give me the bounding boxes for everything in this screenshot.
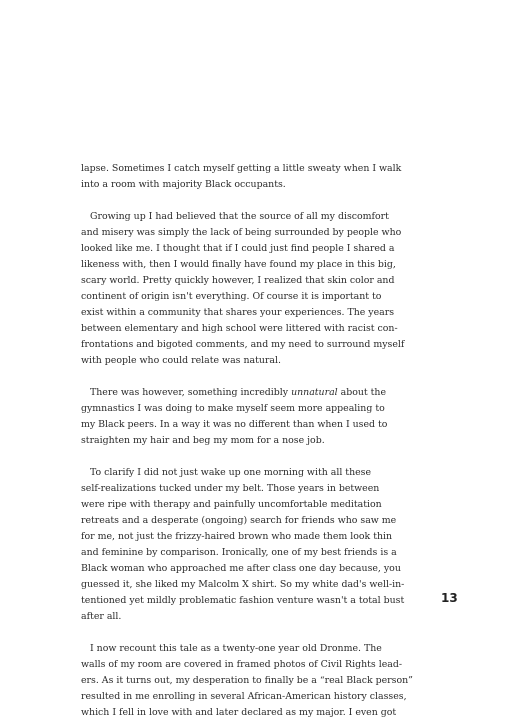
text-line [81, 609, 381, 625]
text-line [81, 481, 381, 497]
text-segment: gymnastics I was doing to make myself seem more appealing to [81, 403, 385, 414]
text-segment: walls of my room are covered in framed photos of Civil Rights lead- [81, 659, 403, 670]
text-line [81, 465, 381, 481]
text-line [81, 689, 407, 705]
text-line [81, 225, 402, 241]
text-segment: ers. As it turns out, my desperation to finally be a “real Black person” [81, 675, 413, 686]
text-line [81, 257, 396, 273]
text-line [81, 705, 397, 721]
text-segment: I now recount this tale as a twenty-one year old Dronme. The [90, 643, 382, 654]
text-line [81, 657, 403, 673]
text-segment: Growing up I had believed that the source of all my discomfort [90, 211, 389, 222]
text-segment: with people who could relate was natural. [81, 355, 281, 366]
text-line [81, 577, 405, 593]
paragraph [81, 209, 405, 369]
text-line [81, 641, 381, 657]
text-segment: and misery was simply the lack of being surrounded by people who [81, 227, 402, 238]
text-segment: into a room with majority Black occupants. [81, 179, 286, 190]
text-segment: resulted in me enrolling in several African-American history classes, [81, 691, 407, 702]
text-segment: tentioned yet mildly problematic fashion venture wasn't a total bust [81, 595, 405, 606]
text-segment: exist within a community that shares your experiences. The years [81, 307, 395, 318]
text-segment: straighten my hair and beg my mom for a nose job. [81, 435, 325, 446]
text-line [81, 417, 388, 433]
text-segment: likeness with, then I would finally have found my place in this big, [81, 259, 396, 270]
text-segment: continent of origin isn't everything. Of course it is important to [81, 291, 382, 302]
page-number: 13 [441, 591, 458, 605]
text-segment: which I fell in love with and later declared as my major. I even got [81, 707, 397, 718]
text-segment: To clarify I did not just wake up one morning with all these [90, 467, 372, 478]
text-line [81, 545, 397, 561]
paragraph [81, 161, 402, 193]
text-line [81, 273, 395, 289]
text-segment: my Black peers. In a way it was no different than when I used to [81, 419, 388, 430]
text-line [81, 321, 398, 337]
text-segment: guessed it, she liked my Malcolm X shirt. So my white dad's well-in- [81, 579, 405, 590]
paragraph [81, 385, 388, 449]
text-line [81, 433, 381, 449]
text-line [81, 513, 397, 529]
text-line [81, 353, 381, 369]
text-line [81, 289, 381, 305]
text-line [81, 161, 402, 177]
text-line [81, 177, 381, 193]
text-segment: were ripe with therapy and painfully uncomfortable meditation [81, 499, 382, 510]
text-line [81, 401, 385, 417]
paragraph [81, 465, 405, 625]
text-segment: and feminine by comparison. Ironically, one of my best friends is a [81, 547, 397, 558]
text-segment: retreats and a desperate (ongoing) search for friends who saw me [81, 515, 397, 526]
text-segment: There was however, something incredibly [90, 387, 292, 398]
paragraph [81, 641, 413, 721]
text-segment: self-realizations tucked under my belt. Those years in between [81, 483, 380, 494]
text-segment: between elementary and high school were littered with racist con- [81, 323, 398, 334]
text-line [81, 209, 389, 225]
text-line [81, 337, 405, 353]
text-segment: Black woman who approached me after class one day because, you [81, 563, 401, 574]
text-segment: looked like me. I thought that if I could just find people I shared a [81, 243, 395, 254]
text-segment: about the [337, 387, 387, 398]
text-line [81, 305, 395, 321]
text-segment: scary world. Pretty quickly however, I realized that skin color and [81, 275, 395, 286]
text-segment: for me, not just the frizzy-haired brown who made them look thin [81, 531, 393, 542]
text-line [81, 497, 381, 513]
text-segment: lapse. Sometimes I catch myself getting a little sweaty when I walk [81, 163, 402, 174]
text-line [81, 529, 393, 545]
text-line [81, 385, 387, 401]
text-line [81, 561, 401, 577]
text-segment: frontations and bigoted comments, and my need to surround myself [81, 339, 405, 350]
text-line [81, 593, 405, 609]
body-text [81, 161, 413, 721]
text-segment: after all. [81, 611, 122, 622]
text-line [81, 241, 395, 257]
italic-text: unnatural [291, 387, 338, 398]
text-line [81, 673, 413, 689]
